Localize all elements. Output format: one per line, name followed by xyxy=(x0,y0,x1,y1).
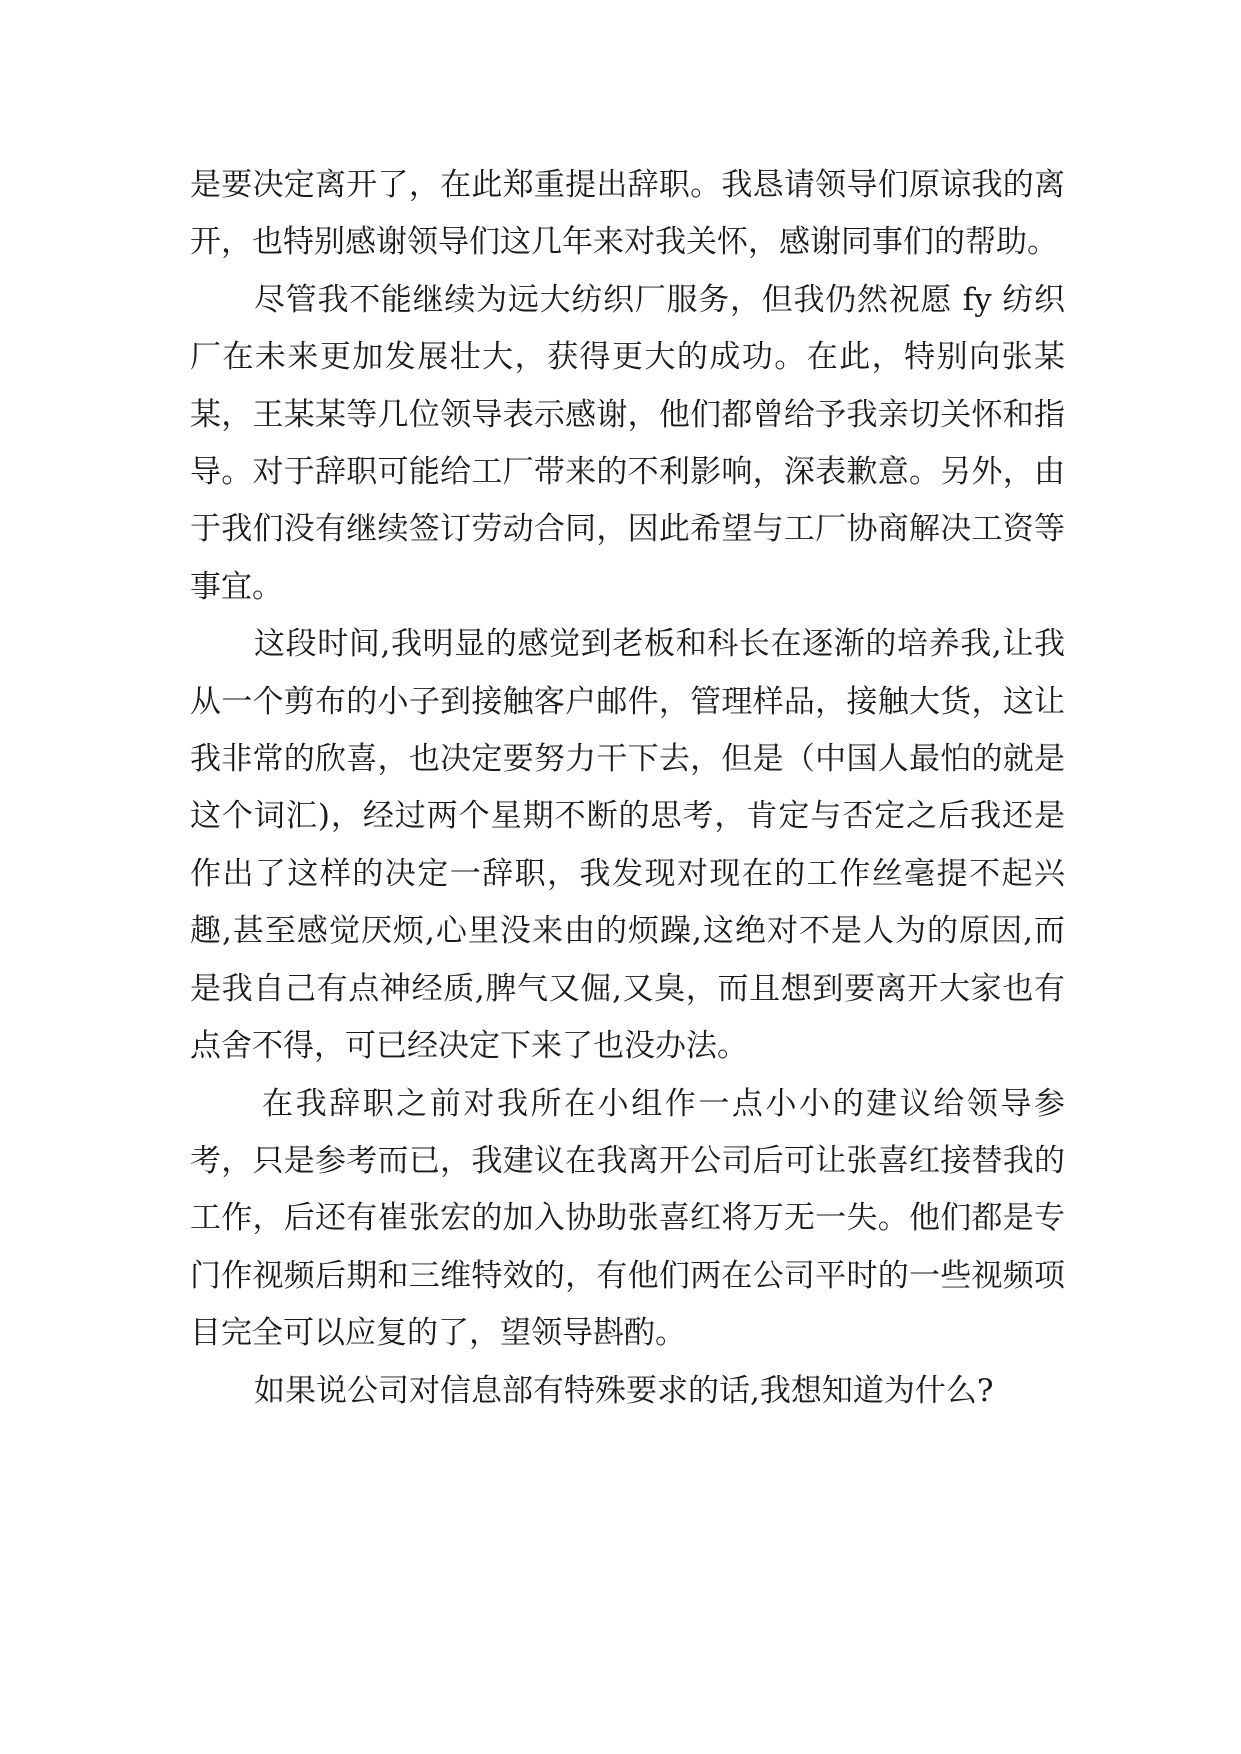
paragraph-2: 尽管我不能继续为远大纺织厂服务，但我仍然祝愿 fy 纺织厂在未来更加发展壮大，获得更大的成功。在此，特别向张某某，王某某等几位领导表示感谢，他们都曾给予我亲切关怀和指导。对于辞职可能给工厂带来的不利影响，深表歉意。另外，由于我们没有继续签订劳动合同，因此希望与工厂协商解决工资等事宜。 xyxy=(190,281,1065,605)
paragraph-5: 如果说公司对信息部有特殊要求的话,我想知道为什么? xyxy=(254,1372,994,1409)
paragraph-4: 在我辞职之前对我所在小组作一点小小的建议给领导参考，只是参考而已，我建议在我离开公司后可让张喜红接替我的工作，后还有崔张宏的加入协助张喜红将万无一失。他们都是专门作视频后期和三维特效的，有他们两在公司平时的一些视频项目完全可以应复的了，望领导斟酌。 xyxy=(190,1085,1065,1352)
letter-body xyxy=(190,157,1065,1420)
paragraph-1: 是要决定离开了，在此郑重提出辞职。我恳请领导们原谅我的离开，也特别感谢领导们这几年来对我关怀，感谢同事们的帮助。 xyxy=(190,167,1065,261)
paragraph-3: 这段时间,我明显的感觉到老板和科长在逐渐的培养我,让我从一个剪布的小子到接触客户邮件，管理样品，接触大货，这让我非常的欣喜，也决定要努力干下去，但是（中国人最怕的就是这个词汇)，经过两个星期不断的思考，肯定与否定之后我还是作出了这样的决定一辞职，我发现对现在的工作丝毫提不起兴趣,甚至感觉厌烦,心里没来由的烦躁,这绝对不是人为的原因,而是我自己有点神经质,脾气又倔,又臭，而且想到要离开大家也有点舍不得，可已经决定下来了也没办法。 xyxy=(190,626,1065,1065)
